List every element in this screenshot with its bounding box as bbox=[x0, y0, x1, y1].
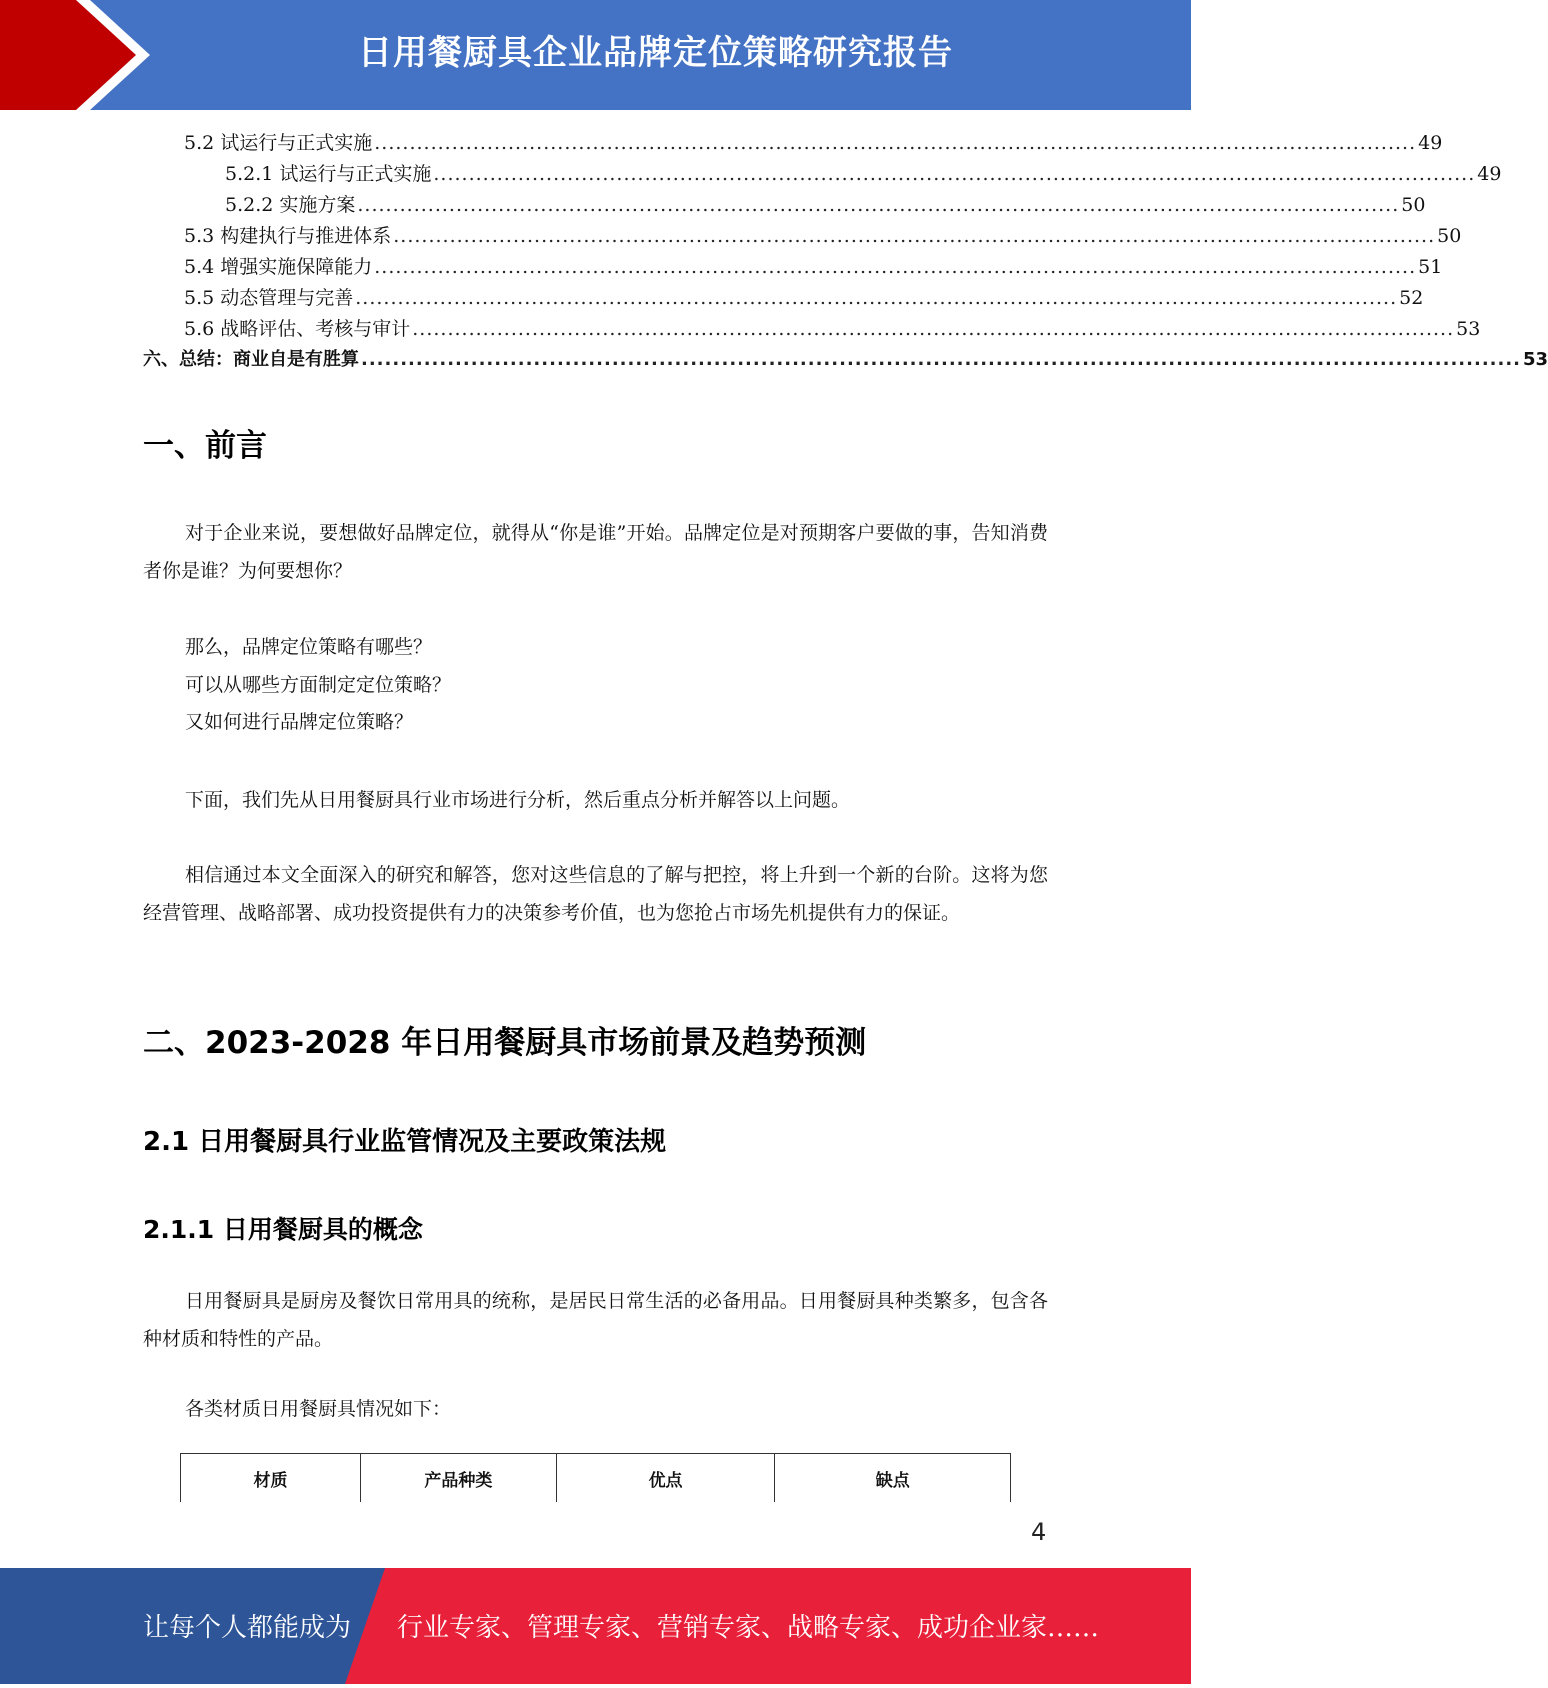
paragraph: 下面，我们先从日用餐厨具行业市场进行分析，然后重点分析并解答以上问题。 bbox=[185, 789, 851, 811]
page-footer bbox=[0, 1568, 1191, 1684]
table-header-cell: 材质 bbox=[181, 1454, 361, 1503]
toc-entry[interactable] bbox=[143, 128, 1443, 159]
toc-entry-page: 53 bbox=[1456, 318, 1481, 340]
question-line: 可以从哪些方面制定定位策略？ bbox=[185, 674, 452, 696]
toc-entry-label: 5.4 增强实施保障能力 bbox=[184, 256, 373, 278]
toc-leader-dots: .................................................................................................................................................... bbox=[433, 163, 1476, 185]
paragraph: 相信通过本文全面深入的研究和解答，您对这些信息的了解与把控，将上升到一个新的台阶。这将为您经营管理、战略部署、成功投资提供有力的决策参考价值，也为您抢占市场先机提供有力的保证。 bbox=[143, 864, 1048, 924]
toc-entry[interactable] bbox=[143, 221, 1462, 252]
toc-entry-label: 5.2 试运行与正式实施 bbox=[184, 132, 373, 154]
toc-entry-label: 5.5 动态管理与完善 bbox=[184, 287, 354, 309]
footer-slogan-left: 让每个人都能成为 bbox=[143, 1613, 352, 1643]
toc-entry-label: 六、总结：商业自是有胜算 bbox=[143, 349, 359, 370]
toc-leader-dots: .................................................................................................................................................... bbox=[374, 132, 1417, 154]
toc-leader-dots: .................................................................................................................................................... bbox=[355, 287, 1398, 309]
table-header-cell: 缺点 bbox=[775, 1454, 1011, 1503]
table-of-contents bbox=[143, 128, 1548, 376]
toc-entry-page: 49 bbox=[1477, 163, 1502, 185]
toc-leader-dots: .................................................................................................................................................... bbox=[412, 318, 1455, 340]
section-heading-market-forecast: 二、2023-2028 年日用餐厨具市场前景及趋势预测 bbox=[143, 1025, 867, 1061]
table-header-row bbox=[181, 1454, 1011, 1503]
toc-entry[interactable] bbox=[143, 283, 1424, 314]
footer-slogan-right: 行业专家、管理专家、营销专家、战略专家、成功企业家…… bbox=[397, 1613, 1100, 1643]
toc-entry-page: 50 bbox=[1401, 194, 1426, 216]
toc-entry[interactable] bbox=[143, 159, 1502, 190]
toc-leader-dots: .................................................................................................................................................... bbox=[374, 256, 1417, 278]
toc-entry-page: 52 bbox=[1399, 287, 1424, 309]
toc-entry[interactable] bbox=[143, 190, 1426, 221]
toc-entry-page: 49 bbox=[1418, 132, 1443, 154]
section-heading-preface: 一、前言 bbox=[143, 428, 267, 464]
subsection-heading: 2.1 日用餐厨具行业监管情况及主要政策法规 bbox=[143, 1127, 667, 1157]
subsubsection-heading: 2.1.1 日用餐厨具的概念 bbox=[143, 1215, 423, 1244]
toc-entry-label: 5.2.2 实施方案 bbox=[225, 194, 356, 216]
paragraph: 各类材质日用餐厨具情况如下： bbox=[185, 1398, 452, 1420]
page-number: 4 bbox=[1031, 1518, 1047, 1546]
toc-entry-page: 51 bbox=[1418, 256, 1443, 278]
toc-entry-label: 5.6 战略评估、考核与审计 bbox=[184, 318, 411, 340]
paragraph: 对于企业来说，要想做好品牌定位，就得从“你是谁”开始。品牌定位是对预期客户要做的事，告知消费者你是谁？为何要想你？ bbox=[143, 522, 1048, 582]
page-header bbox=[0, 0, 1191, 110]
table-header-cell: 优点 bbox=[556, 1454, 775, 1503]
material-table bbox=[180, 1453, 1011, 1502]
paragraph: 日用餐厨具是厨房及餐饮日常用具的统称，是居民日常生活的必备用品。日用餐厨具种类繁多，包含各种材质和特性的产品。 bbox=[143, 1290, 1048, 1350]
toc-entry-label: 5.3 构建执行与推进体系 bbox=[184, 225, 392, 247]
header-title: 日用餐厨具企业品牌定位策略研究报告 bbox=[358, 33, 953, 73]
toc-entry[interactable] bbox=[143, 345, 1548, 376]
toc-entry-label: 5.2.1 试运行与正式实施 bbox=[225, 163, 432, 185]
table-header-cell: 产品种类 bbox=[360, 1454, 556, 1503]
question-line: 那么，品牌定位策略有哪些？ bbox=[185, 636, 433, 658]
toc-entry[interactable] bbox=[143, 252, 1443, 283]
toc-entry[interactable] bbox=[143, 314, 1481, 345]
toc-leader-dots: .................................................................................................................................................... bbox=[361, 349, 1522, 370]
toc-entry-page: 53 bbox=[1523, 349, 1548, 370]
toc-leader-dots: .................................................................................................................................................... bbox=[357, 194, 1400, 216]
question-line: 又如何进行品牌定位策略？ bbox=[185, 711, 414, 733]
toc-leader-dots: .................................................................................................................................................... bbox=[393, 225, 1436, 247]
toc-entry-page: 50 bbox=[1437, 225, 1462, 247]
